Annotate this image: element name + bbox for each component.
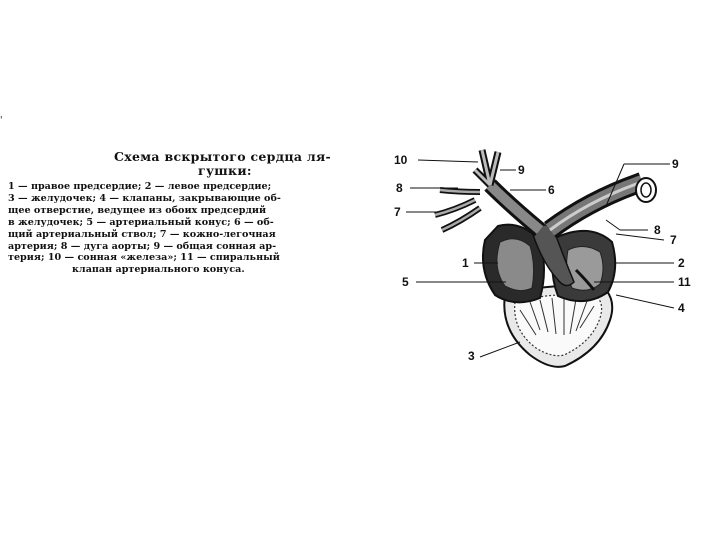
label-9-right: 9 [672, 157, 679, 171]
aortic-arch-right [550, 178, 656, 230]
legend-line: в желудочек; 5 — артериальный конус; 6 — об- [8, 216, 274, 228]
legend-line: щее отверстие, ведущее из обоих предсердий [8, 204, 267, 216]
legend-line: артерия; 8 — дуга аорты; 9 — общая сонная ар- [8, 240, 277, 252]
caption-title-line1: Схема вскрытого сердца ля- [114, 149, 332, 164]
caption-title-line2: гушки: [198, 163, 252, 178]
label-11: 11 [678, 275, 691, 289]
label-7-right: 7 [670, 233, 677, 247]
legend-line: 3 — желудочек; 4 — клапаны, закрывающие об- [8, 192, 281, 204]
label-7-left: 7 [394, 205, 401, 219]
label-8-left: 8 [396, 181, 403, 195]
caption-legend [8, 181, 358, 276]
legend-line: щий артериальный ствол; 7 — кожно-легочная [8, 228, 276, 240]
label-3: 3 [468, 349, 475, 363]
label-9-left: 9 [518, 163, 525, 177]
label-2: 2 [678, 256, 685, 270]
label-1: 1 [462, 256, 469, 270]
label-6: 6 [548, 183, 555, 197]
label-5: 5 [402, 275, 409, 289]
legend-line: клапан артериального конуса. [72, 264, 245, 276]
label-8-right: 8 [654, 223, 661, 237]
figure-caption [8, 150, 358, 276]
stray-mark: ' [0, 116, 3, 126]
legend-line: 1 — правое предсердие; 2 — левое предсердие; [8, 181, 272, 192]
label-10: 10 [394, 153, 408, 167]
label-4: 4 [678, 301, 685, 315]
frog-heart-diagram [380, 130, 700, 380]
legend-line: терия; 10 — сонная «железа»; 11 — спиральный [8, 252, 280, 264]
